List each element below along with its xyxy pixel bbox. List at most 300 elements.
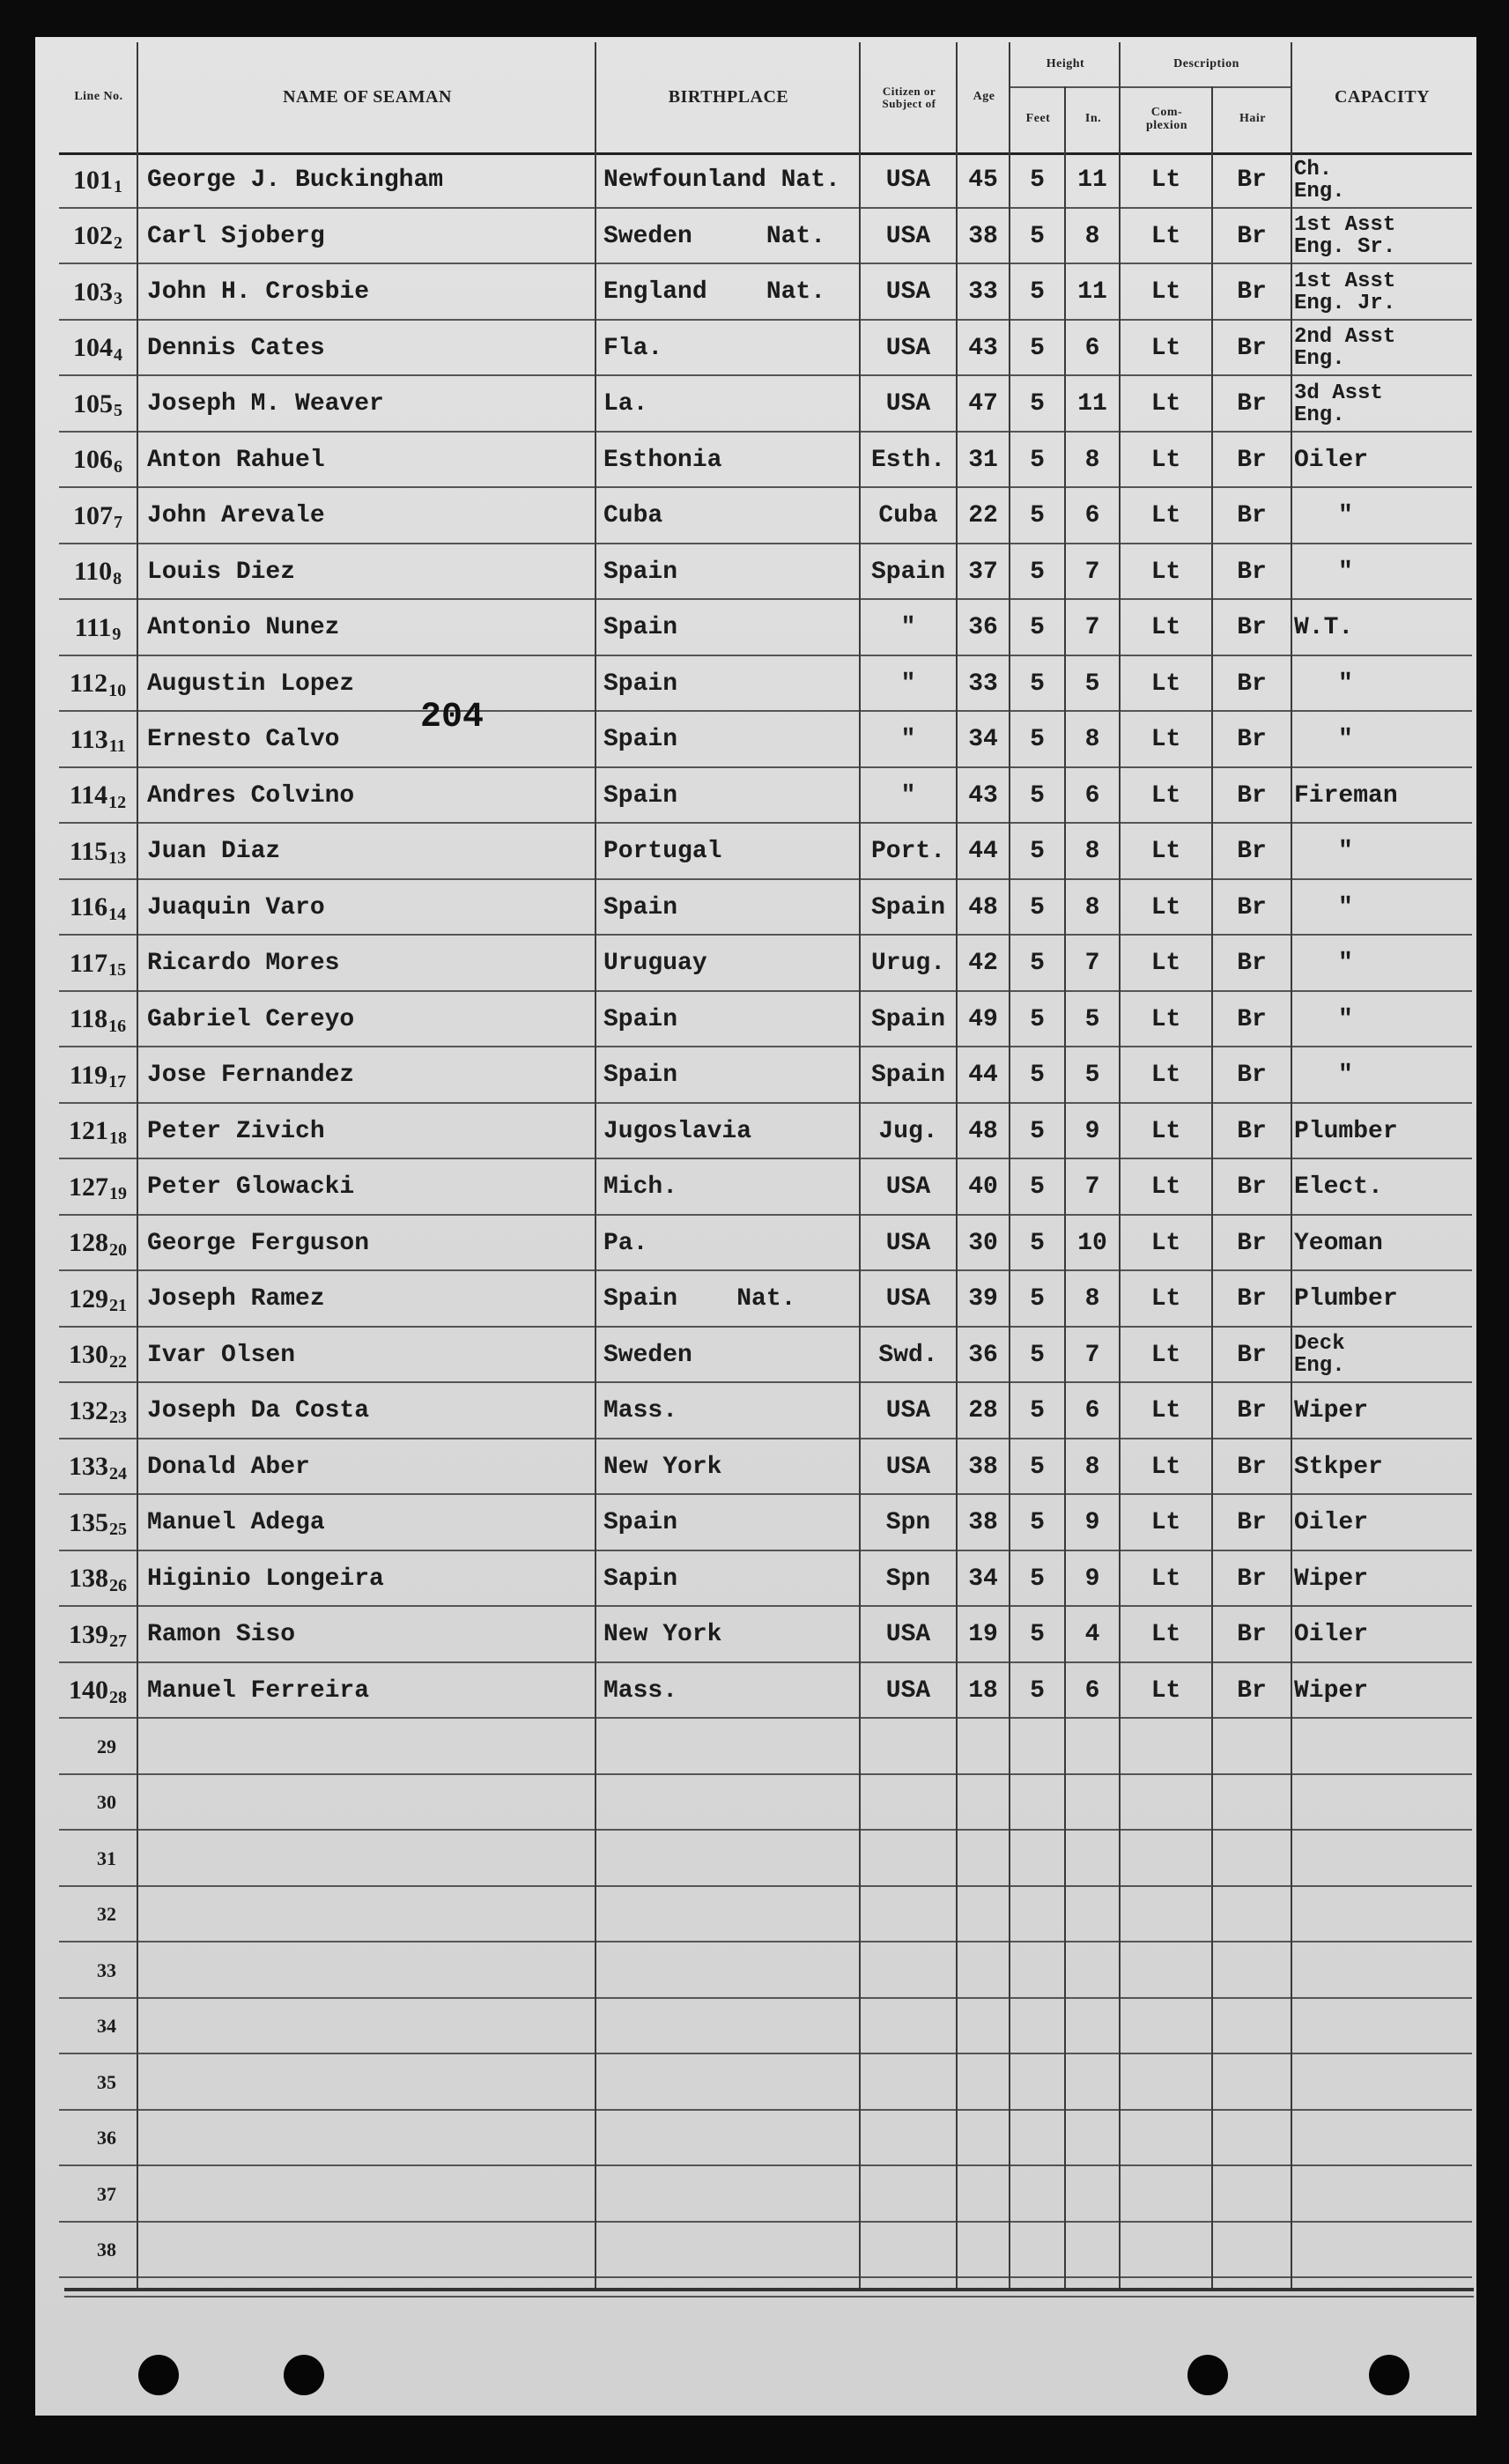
capacity-cell [1294,768,1472,825]
age-cell: 49 [968,1005,998,1033]
hair-cell: Br [1237,502,1267,530]
printed-line-number: 23 [109,1408,127,1428]
line-number [59,1495,137,1551]
citizenship-cell [861,1719,956,1775]
complexion-cell: Lt [1150,558,1181,586]
hair-cell: Br [1237,670,1267,698]
printed-line-number: 16 [108,1016,127,1036]
capacity-cell [1294,1887,1472,1943]
complexion-cell: Lt [1150,838,1181,866]
height-inches-cell [1066,1831,1119,1887]
seaman-name: Ernesto Calvo [147,726,340,754]
line-number [59,376,137,433]
table-row [59,600,1472,656]
capacity-text: Wiper [1294,1565,1369,1593]
age-cell: 38 [968,1509,998,1537]
hair-cell [1213,1831,1291,1887]
seaman-name [147,2166,592,2223]
capacity-cell [1294,1999,1472,2055]
capacity-text: Eng. [1294,1354,1345,1379]
height-inches-cell: 5 [1084,1005,1100,1033]
header-name: NAME OF SEAMAN [283,87,452,107]
complexion-cell [1121,2223,1211,2279]
capacity-text: 1st Asst [1294,269,1396,293]
printed-line-number: 26 [109,1575,127,1595]
complexion-cell [1121,1719,1211,1775]
capacity-text: Plumber [1294,1285,1398,1313]
complexion-cell: Lt [1150,502,1181,530]
age-cell [958,1942,1009,1999]
citizenship-cell: Spn [885,1509,931,1537]
birthplace-cell [603,1831,859,1887]
printed-line-number: 18 [109,1128,127,1148]
seaman-name: Manuel Ferreira [147,1676,370,1705]
col-line [1119,42,1121,2289]
printed-line-number: 11 [108,736,126,757]
capacity-text: W.T. [1294,614,1354,642]
complexion-cell [1121,2111,1211,2167]
header-capacity: CAPACITY [1334,87,1431,107]
table-row [59,321,1472,377]
capacity-cell [1294,209,1472,265]
age-cell: 19 [968,1621,998,1649]
height-inches-cell: 6 [1084,502,1100,530]
height-feet-cell [1010,1887,1064,1943]
table-row [59,880,1472,936]
original-line-number: 116 [69,892,108,922]
seaman-name: Ramon Siso [147,1621,296,1649]
printed-line-number: 37 [97,2182,116,2205]
handwritten-number: 204 [420,698,485,737]
capacity-cell [1294,992,1472,1048]
header-birthplace: BIRTHPLACE [668,87,789,107]
citizenship-cell: Spn [885,1565,931,1593]
height-feet-cell [1010,1999,1064,2055]
birthplace-cell: Spain [603,893,678,921]
age-cell: 44 [968,1062,998,1090]
complexion-cell: Lt [1150,390,1181,418]
capacity-text: Wiper [1294,1676,1369,1705]
printed-line-number: 33 [97,1958,116,1981]
hair-cell: Br [1237,1117,1267,1145]
age-cell: 34 [968,726,998,754]
table-row [59,1216,1472,1272]
height-inches-cell: 8 [1084,222,1100,250]
age-cell: 28 [968,1397,998,1425]
age-cell: 48 [968,1117,998,1145]
height-inches-cell: 9 [1084,1117,1100,1145]
citizenship-cell [861,2223,956,2279]
complexion-cell: Lt [1150,1173,1181,1202]
printed-line-number: 17 [108,1072,127,1092]
line-number [59,768,137,825]
complexion-cell: Lt [1150,1453,1181,1481]
printed-line-number: 28 [109,1687,127,1707]
age-cell: 36 [968,1341,998,1369]
age-cell: 47 [968,390,998,418]
hair-cell: Br [1237,950,1267,978]
complexion-cell: Lt [1150,1005,1181,1033]
printed-line-number: 4 [114,344,122,365]
height-inches-cell: 7 [1084,558,1100,586]
original-line-number: 103 [73,277,113,307]
birthplace-cell [603,2166,859,2223]
hair-cell: Br [1237,1173,1267,1202]
birthplace-cell [603,1999,859,2055]
printed-line-number: 27 [109,1632,127,1652]
original-line-number: 110 [73,557,113,587]
height-inches-cell [1066,1887,1119,1943]
seaman-name [147,1942,592,1999]
capacity-text: " [1338,670,1353,698]
seaman-name: Peter Zivich [147,1117,325,1145]
height-feet-cell: 5 [1030,726,1045,754]
citizenship-cell [861,1831,956,1887]
age-cell: 40 [968,1173,998,1202]
capacity-cell [1294,433,1472,489]
hair-cell: Br [1237,390,1267,418]
table-row [59,1719,1472,1775]
original-line-number: 115 [69,836,108,866]
citizenship-cell: " [900,726,916,754]
hair-cell: Br [1237,838,1267,866]
birthplace-cell: Spain [603,1062,678,1090]
original-line-number: 132 [69,1395,108,1425]
seaman-name: Ivar Olsen [147,1341,296,1369]
height-inches-cell: 8 [1084,1285,1100,1313]
citizenship-cell [861,1999,956,2055]
capacity-text: " [1338,726,1353,754]
citizenship-cell: Port. [870,838,945,866]
punch-hole [1187,2355,1228,2395]
seaman-name: Joseph M. Weaver [147,390,384,418]
original-line-number: 119 [69,1060,108,1090]
capacity-cell [1294,1328,1472,1384]
capacity-cell [1294,712,1472,768]
height-feet-cell: 5 [1030,1453,1045,1481]
complexion-cell: Lt [1150,166,1181,195]
height-inches-cell: 11 [1077,390,1107,418]
birthplace-cell: Spain Nat. [603,1285,796,1313]
printed-line-number: 35 [97,2070,116,2093]
table-row [59,768,1472,825]
age-cell [958,2223,1009,2279]
table-row [59,1551,1472,1608]
hair-cell: Br [1237,1676,1267,1705]
capacity-cell [1294,2166,1472,2223]
capacity-cell [1294,1831,1472,1887]
capacity-text: Eng. Jr. [1294,291,1396,315]
height-inches-cell: 7 [1084,950,1100,978]
citizenship-cell [861,1887,956,1943]
height-feet-cell: 5 [1030,1565,1045,1593]
line-number [59,656,137,713]
table-row [59,209,1472,265]
seaman-name [147,1775,592,1831]
citizenship-cell: USA [885,1229,931,1257]
birthplace-cell: Spain [603,670,678,698]
line-number [59,488,137,544]
footer-rule [64,2288,1474,2291]
birthplace-cell [603,2054,859,2111]
printed-line-number: 6 [114,456,122,477]
capacity-text: " [1338,558,1353,586]
hair-cell: Br [1237,278,1267,307]
seaman-name [147,1999,592,2055]
birthplace-cell: Sapin [603,1565,678,1593]
line-number [59,1607,137,1663]
age-cell: 37 [968,558,998,586]
capacity-text: Fireman [1294,781,1398,810]
citizenship-cell: USA [885,1397,931,1425]
table-row [59,1831,1472,1887]
height-inches-cell: 9 [1084,1509,1100,1537]
capacity-cell [1294,936,1472,992]
age-cell [958,2166,1009,2223]
age-cell: 43 [968,334,998,362]
line-number [59,1663,137,1720]
original-line-number: 118 [69,1004,108,1034]
complexion-cell [1121,1831,1211,1887]
capacity-cell [1294,824,1472,880]
punch-hole [138,2355,179,2395]
birthplace-cell: Pa. [603,1229,648,1257]
age-cell [958,1887,1009,1943]
complexion-cell: Lt [1150,1341,1181,1369]
original-line-number: 106 [73,445,113,475]
height-feet-cell [1010,2111,1064,2167]
height-feet-cell: 5 [1030,278,1045,307]
printed-line-number: 3 [114,289,122,309]
hair-cell [1213,1775,1291,1831]
hair-cell [1213,2166,1291,2223]
original-line-number: 138 [69,1564,108,1594]
height-feet-cell: 5 [1030,781,1045,810]
original-line-number: 128 [69,1228,108,1258]
height-inches-cell [1066,2054,1119,2111]
hair-cell [1213,2054,1291,2111]
printed-line-number: 13 [108,848,127,869]
header-complexion: Com- plexion [1145,105,1188,132]
table-row [59,152,1472,209]
printed-line-number: 2 [114,233,122,253]
citizenship-cell: " [900,781,916,810]
citizenship-cell: Urug. [870,950,945,978]
capacity-cell [1294,2054,1472,2111]
hair-cell: Br [1237,1005,1267,1033]
table-row [59,992,1472,1048]
table-row [59,264,1472,321]
table-row [59,1104,1472,1160]
original-line-number: 102 [73,221,113,251]
height-inches-cell [1066,1942,1119,1999]
age-cell [958,2111,1009,2167]
hair-cell: Br [1237,1565,1267,1593]
capacity-text: " [1338,838,1353,866]
height-feet-cell: 5 [1030,390,1045,418]
complexion-cell: Lt [1150,1621,1181,1649]
seaman-name: Jose Fernandez [147,1062,355,1090]
citizenship-cell: Spain [870,1062,945,1090]
capacity-text: " [1338,950,1353,978]
birthplace-cell: Uruguay [603,950,707,978]
capacity-cell [1294,2223,1472,2279]
original-line-number: 114 [69,781,108,810]
citizenship-cell: " [900,614,916,642]
height-feet-cell [1010,1942,1064,1999]
age-cell: 18 [968,1676,998,1705]
complexion-cell: Lt [1150,1117,1181,1145]
seaman-name: John H. Crosbie [147,278,370,307]
line-number [59,600,137,656]
birthplace-cell: Mich. [603,1173,678,1202]
table-row [59,1328,1472,1384]
birthplace-cell: Spain [603,781,678,810]
line-number [59,2223,137,2279]
line-number [59,1328,137,1384]
line-number [59,1383,137,1439]
complexion-cell: Lt [1150,278,1181,307]
height-inches-cell: 6 [1084,781,1100,810]
line-number [59,880,137,936]
citizenship-cell: Jug. [878,1117,938,1145]
table-row [59,712,1472,768]
citizenship-cell: USA [885,1621,931,1649]
hair-cell: Br [1237,1509,1267,1537]
complexion-cell: Lt [1150,1509,1181,1537]
header-line-no: Line No. [74,90,123,104]
age-cell [958,1719,1009,1775]
hair-cell: Br [1237,614,1267,642]
birthplace-cell: Spain [603,614,678,642]
seaman-name: Gabriel Cereyo [147,1005,355,1033]
header-divider-description [1121,86,1292,88]
complexion-cell: Lt [1150,222,1181,250]
capacity-text: Yeoman [1294,1229,1383,1257]
age-cell: 42 [968,950,998,978]
hair-cell: Br [1237,222,1267,250]
original-line-number: 127 [69,1172,108,1202]
seaman-name: George Ferguson [147,1229,370,1257]
hair-cell [1213,2223,1291,2279]
table-row [59,1383,1472,1439]
line-number [59,712,137,768]
seaman-name [147,1831,592,1887]
table-row [59,936,1472,992]
complexion-cell [1121,1999,1211,2055]
age-cell: 22 [968,502,998,530]
printed-line-number: 38 [97,2238,116,2261]
birthplace-cell: Spain [603,726,678,754]
col-line [956,42,958,2289]
original-line-number: 117 [69,948,108,978]
citizenship-cell: Swd. [878,1341,938,1369]
capacity-text: Ch. [1294,157,1333,181]
birthplace-cell: Mass. [603,1397,678,1425]
line-number [59,1999,137,2055]
height-feet-cell: 5 [1030,1285,1045,1313]
citizenship-cell: USA [885,390,931,418]
citizenship-cell: USA [885,1453,931,1481]
seaman-name [147,2111,592,2167]
printed-line-number: 5 [114,401,122,421]
capacity-text: Eng. [1294,179,1345,203]
citizenship-cell: USA [885,222,931,250]
age-cell [958,1999,1009,2055]
seaman-name: Andres Colvino [147,781,355,810]
citizenship-cell [861,2054,956,2111]
seaman-name [147,2223,592,2279]
table-row [59,544,1472,601]
birthplace-cell: Cuba [603,502,663,530]
complexion-cell [1121,1775,1211,1831]
seaman-name: Juaquin Varo [147,893,325,921]
table-row [59,2223,1472,2279]
original-line-number: 139 [69,1619,108,1649]
age-cell: 43 [968,781,998,810]
line-number [59,992,137,1048]
height-inches-cell: 9 [1084,1565,1100,1593]
capacity-text: " [1338,1005,1353,1033]
seaman-name: Anton Rahuel [147,446,325,474]
birthplace-cell: Spain [603,558,678,586]
height-inches-cell [1066,1999,1119,2055]
printed-line-number: 25 [109,1520,127,1540]
age-cell [958,2054,1009,2111]
row-rule [59,2276,1472,2278]
capacity-cell [1294,1159,1472,1216]
height-feet-cell: 5 [1030,1676,1045,1705]
complexion-cell: Lt [1150,670,1181,698]
capacity-cell [1294,1607,1472,1663]
punch-hole [1369,2355,1409,2395]
citizenship-cell: Esth. [870,446,945,474]
capacity-cell [1294,1104,1472,1160]
capacity-cell [1294,1775,1472,1831]
citizenship-cell [861,2111,956,2167]
capacity-cell [1294,1663,1472,1720]
height-inches-cell: 11 [1077,278,1107,307]
hair-cell: Br [1237,726,1267,754]
height-feet-cell: 5 [1030,558,1045,586]
capacity-text: " [1338,1062,1353,1090]
height-inches-cell: 8 [1084,893,1100,921]
seaman-name: Antonio Nunez [147,614,340,642]
citizenship-cell: USA [885,1173,931,1202]
capacity-cell [1294,600,1472,656]
col-line [1291,42,1292,2289]
capacity-text: Stkper [1294,1453,1383,1481]
hair-cell: Br [1237,1341,1267,1369]
complexion-cell: Lt [1150,334,1181,362]
birthplace-cell [603,1775,859,1831]
printed-line-number: 8 [113,568,122,588]
seaman-name: Joseph Da Costa [147,1397,370,1425]
birthplace-cell: Esthonia [603,446,722,474]
height-inches-cell: 5 [1084,670,1100,698]
printed-line-number: 20 [109,1239,127,1260]
height-inches-cell [1066,2111,1119,2167]
capacity-text: " [1338,502,1353,530]
height-feet-cell [1010,1719,1064,1775]
printed-line-number: 31 [97,1846,116,1869]
col-line [137,42,138,2289]
complexion-cell [1121,1887,1211,1943]
complexion-cell: Lt [1150,726,1181,754]
complexion-cell: Lt [1150,614,1181,642]
capacity-cell [1294,1495,1472,1551]
complexion-cell: Lt [1150,1676,1181,1705]
